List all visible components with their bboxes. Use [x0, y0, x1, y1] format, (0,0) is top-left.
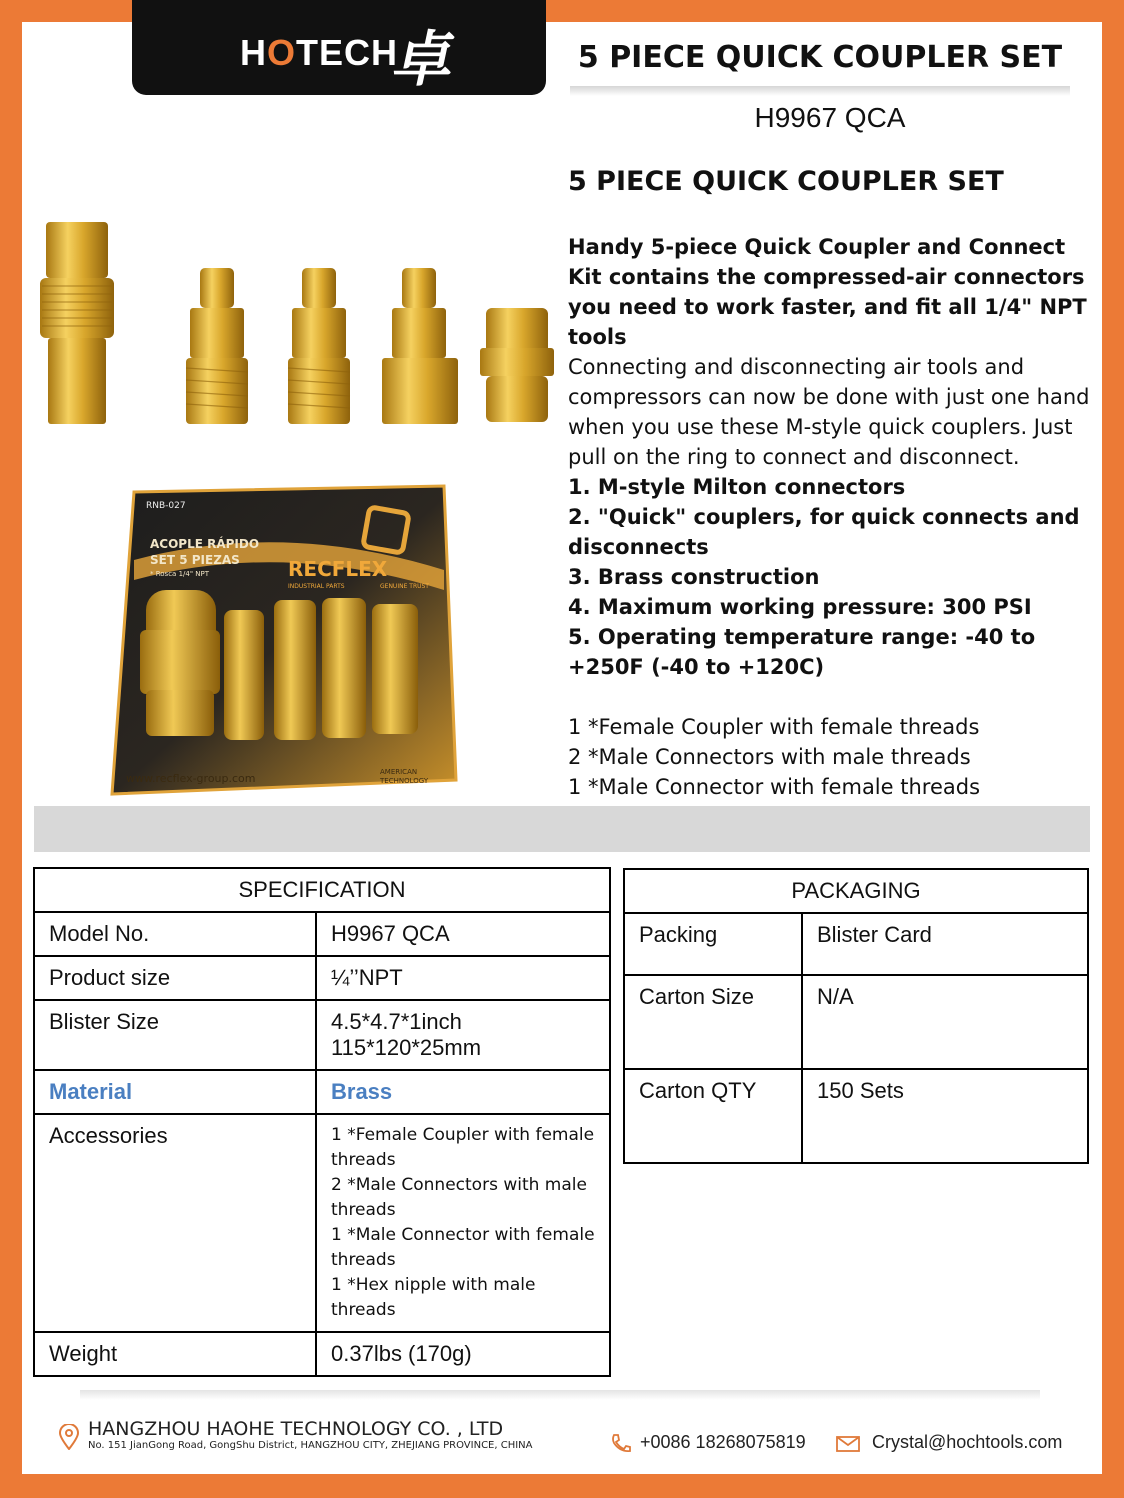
package-brand-sub1: INDUSTRIAL PARTS — [288, 583, 345, 590]
contents-item: 2 *Male Connectors with male threads — [568, 745, 971, 769]
company-address: No. 151 JianGong Road, GongShu District, HANGZHOU CITY, ZHEJIANG PROVINCE, CHINA — [88, 1440, 533, 1451]
phone-number[interactable]: +0086 18268075819 — [640, 1432, 806, 1452]
package-label-line1: ACOPLE RÁPIDO — [150, 537, 260, 551]
spec-label: Blister Size — [34, 1000, 316, 1070]
brand-logo: HOTECH — [240, 32, 399, 73]
feature-item: 5. Operating temperature range: -40 to +250F (-40 to +120C) — [568, 625, 1036, 679]
location-pin-icon — [58, 1424, 80, 1450]
spec-label: Accessories — [34, 1114, 316, 1332]
contents-item: 1 *Male Connector with female threads — [568, 775, 981, 799]
specification-table — [33, 867, 611, 1377]
accessory-item: 2 *Male Connectors with male threads — [331, 1175, 587, 1220]
spec-label: Product size — [34, 956, 316, 1000]
spec-value: 0.37lbs (170g) — [316, 1332, 610, 1376]
feature-item: 2. "Quick" couplers, for quick connects and disconnects — [568, 505, 1080, 559]
package-code: RNB-027 — [146, 501, 186, 511]
company-name: HANGZHOU HAOHE TECHNOLOGY CO. , LTD — [88, 1418, 504, 1440]
spec-label: Weight — [34, 1332, 316, 1376]
spec-value: Brass — [316, 1070, 610, 1114]
spacer — [568, 682, 1092, 712]
specification-heading: SPECIFICATION — [34, 868, 610, 912]
description-intro-bold: Handy 5-piece Quick Coupler and Connect Kit contains the compressed-air connectors you need to work faster, and fit all 1/4" NPT tools — [568, 235, 1087, 349]
description-title: 5 PIECE QUICK COUPLER SET — [568, 166, 1004, 197]
footer-divider — [80, 1390, 1040, 1400]
model-number: H9967 QCA — [754, 102, 906, 133]
packaging-value: 150 Sets — [802, 1069, 1088, 1163]
packaging-value: Blister Card — [802, 913, 1088, 975]
packaging-label: Carton QTY — [624, 1069, 802, 1163]
packaging-value: N/A — [802, 975, 1088, 1069]
description-text — [568, 232, 1092, 832]
spec-label: Material — [34, 1070, 316, 1114]
package-brand-sub2: GENUINE TRUST — [380, 583, 429, 590]
brand-logo-mark: 卓 — [387, 25, 463, 95]
packaging-label: Packing — [624, 913, 802, 975]
page-title: 5 PIECE QUICK COUPLER SET — [577, 40, 1063, 75]
section-divider-bar — [34, 806, 1090, 852]
feature-item: 3. Brass construction — [568, 565, 820, 589]
spec-value: H9967 QCA — [316, 912, 610, 956]
package-website: www.recflex-group.com — [126, 772, 256, 785]
packaging-label: Carton Size — [624, 975, 802, 1069]
blister-package-photo — [104, 480, 460, 806]
contents-item: 1 *Female Coupler with female threads — [568, 715, 980, 739]
accessories-list — [316, 1114, 610, 1332]
mail-icon — [836, 1436, 860, 1452]
accessory-item: 1 *Male Connector with female threads — [331, 1225, 595, 1270]
feature-item: 4. Maximum working pressure: 300 PSI — [568, 595, 1032, 619]
feature-item: 1. M-style Milton connectors — [568, 475, 906, 499]
accessory-item: 1 *Female Coupler with female threads — [331, 1125, 595, 1170]
title-divider — [570, 86, 1070, 96]
package-badge-line2: TECHNOLOGY — [380, 777, 429, 785]
package-brand: RECFLEX — [288, 557, 388, 581]
coupler-parts-photo — [40, 212, 560, 432]
packaging-heading: PACKAGING — [624, 869, 1088, 913]
spec-value-cell — [316, 1000, 610, 1070]
package-label-line3: * Rosca 1/4" NPT — [150, 570, 210, 578]
description-intro: Connecting and disconnecting air tools and compressors can now be done with just one hand when you use these M-style quick couplers. Just pull on the ring to connect and disconnect. — [568, 355, 1090, 469]
package-label-line2: SET 5 PIEZAS — [150, 553, 240, 567]
email-address[interactable]: Crystal@hochtools.com — [872, 1432, 1063, 1452]
phone-icon — [610, 1433, 632, 1453]
package-badge-line1: AMERICAN — [380, 768, 418, 776]
spec-label: Model No. — [34, 912, 316, 956]
accessory-item: 1 *Hex nipple with male threads — [331, 1275, 536, 1320]
spec-value: ¼’’NPT — [316, 956, 610, 1000]
spec-value: 4.5*4.7*1inch — [331, 1009, 462, 1034]
packaging-table — [623, 868, 1089, 1164]
spec-value: 115*120*25mm — [331, 1035, 482, 1060]
